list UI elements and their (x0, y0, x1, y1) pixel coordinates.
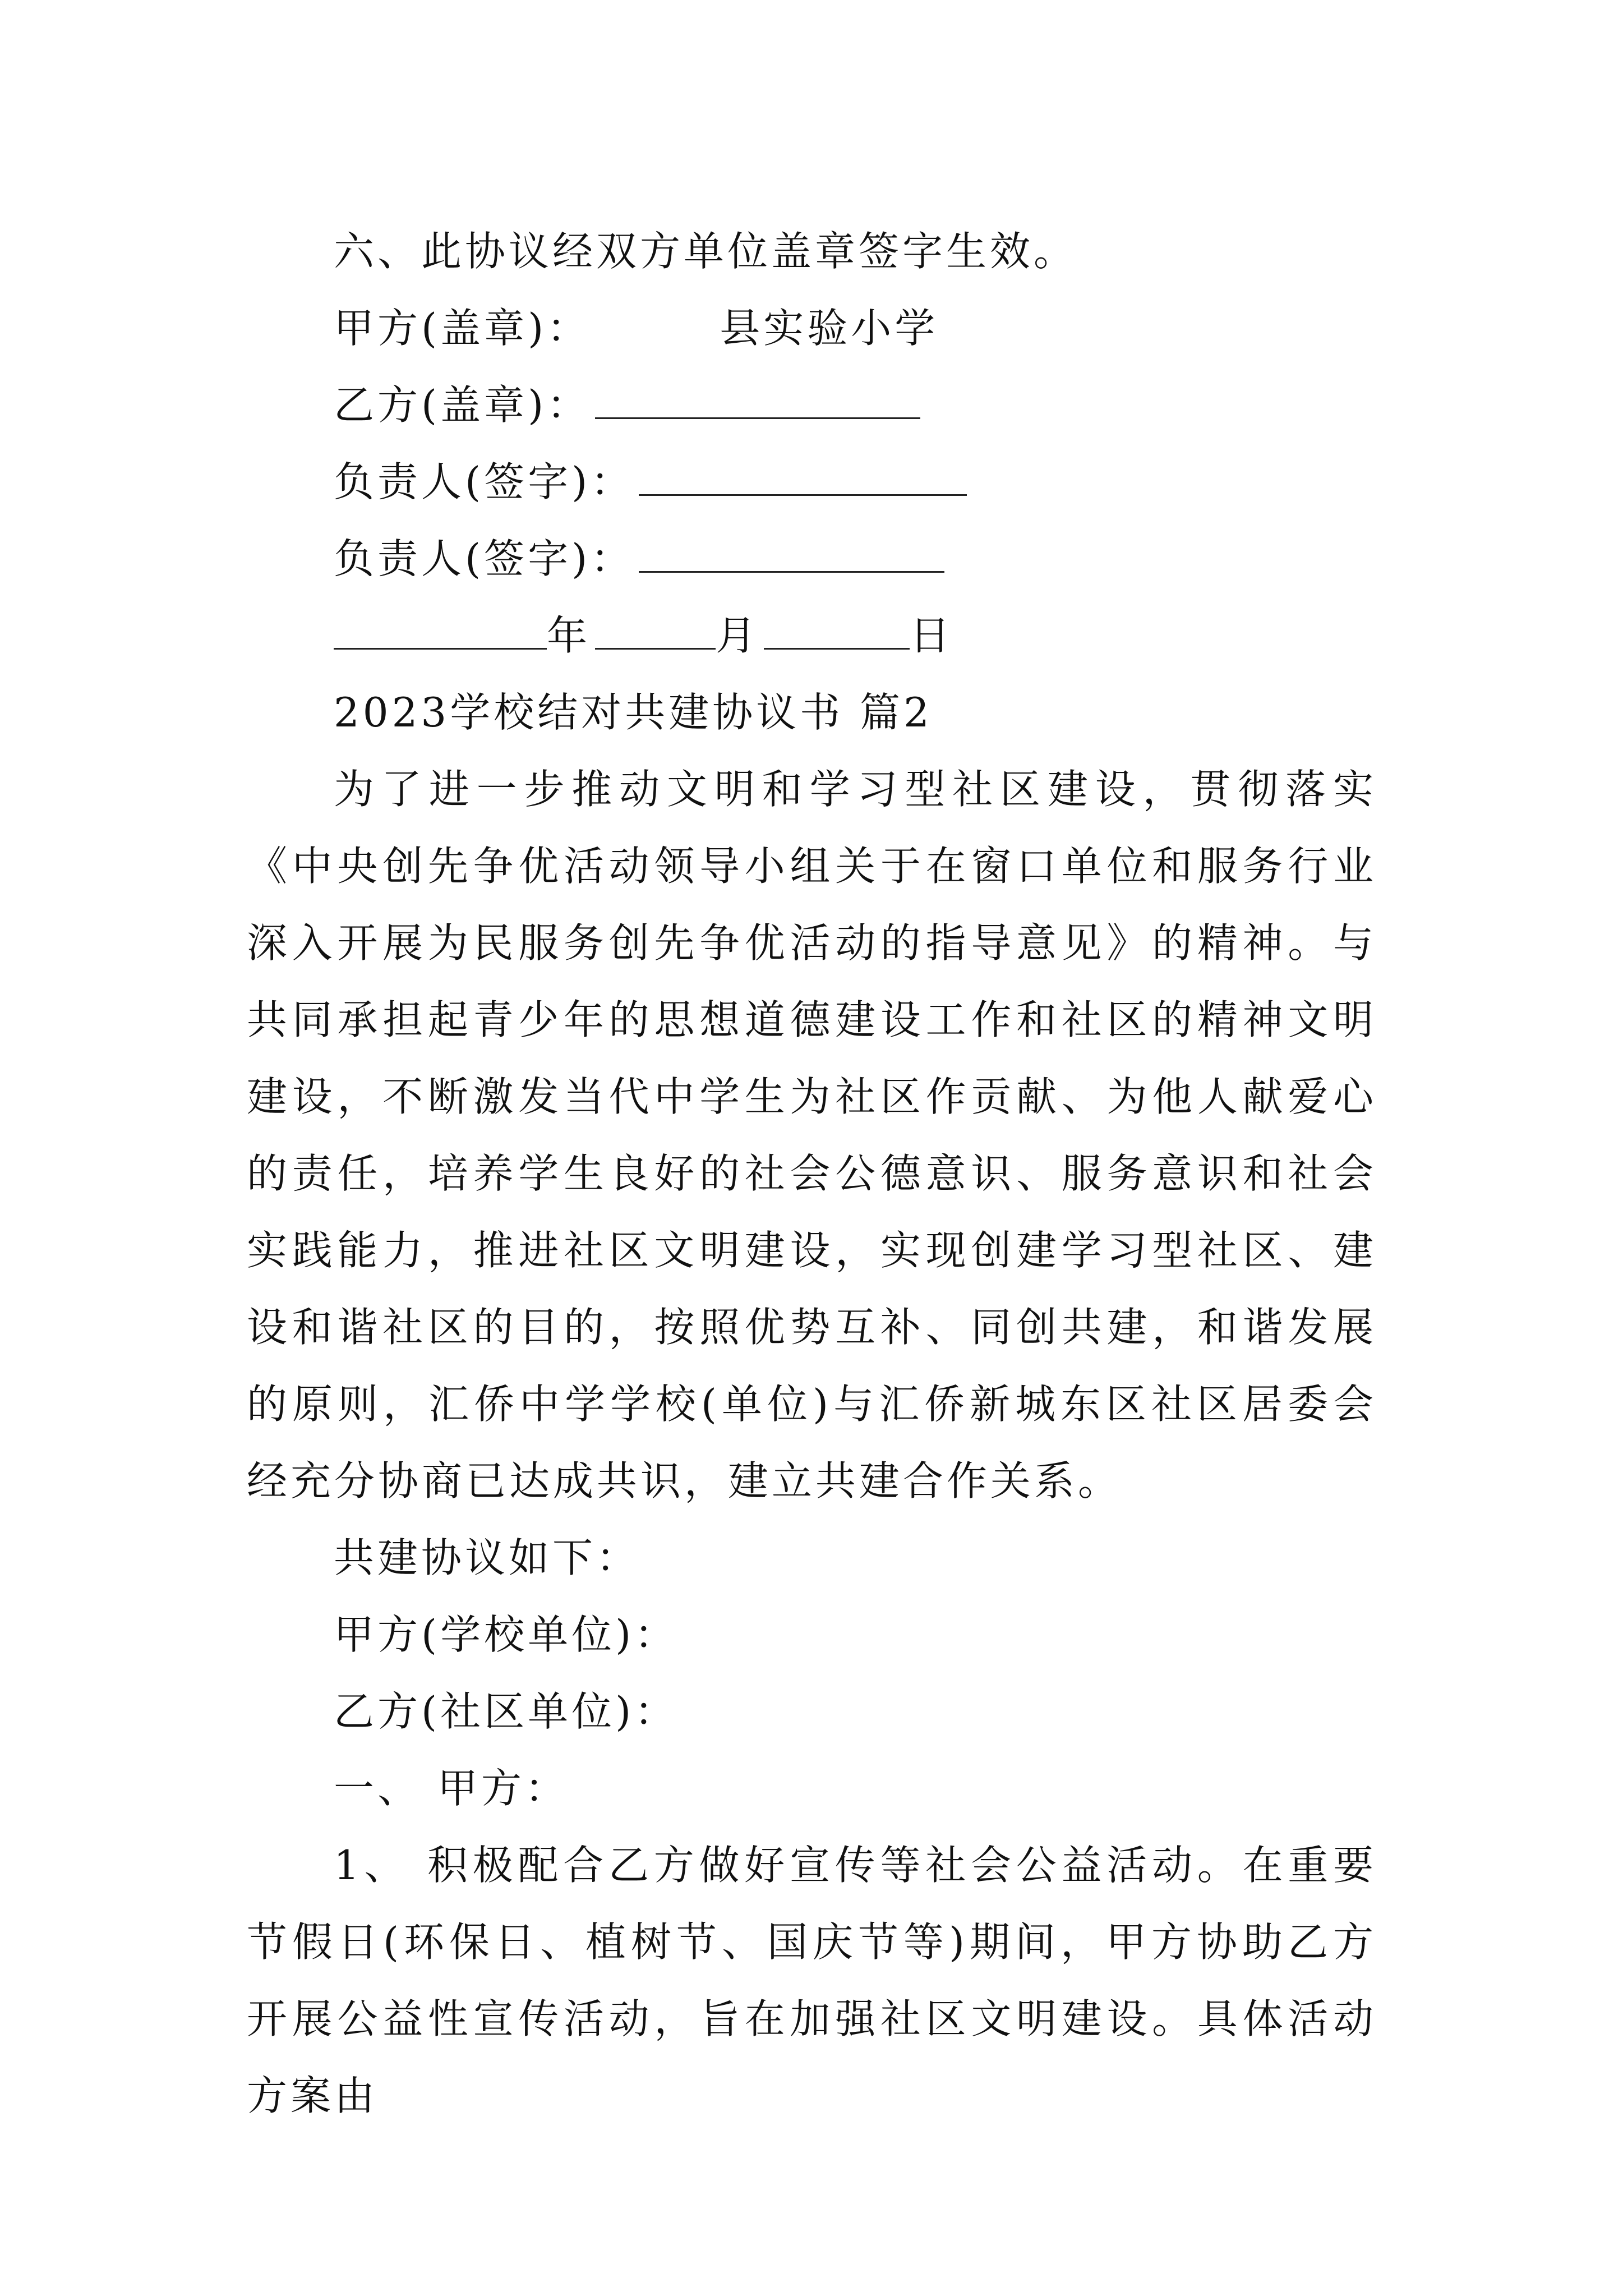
party-a-seal-label: 甲方(盖章)： (334, 305, 591, 352)
month-label: 月 (716, 612, 760, 659)
party-b-seal-blank (595, 376, 920, 419)
year-blank (334, 606, 547, 650)
intro-paragraph: 为了进一步推动文明和学习型社区建设，贯彻落实《中央创先争优活动领导小组关于在窗口单位和服务行业深入开展为民服务创先争优活动的指导意见》的精神。与共同承担起青少年的思想道德建设工作和社区的精神文明建设，不断激发当代中学生为社区作贡献、为他人献爱心的责任，培养学生良好的社会公德意识、服务意识和社会实践能力，推进社区文明建设，实现创建学习型社区、建设和谐社区的目的，按照优势互补、同创共建，和谐发展的原则，汇侨中学学校(单位)与汇侨新城东区社区居委会 经充分协商已达成共识，建立共建合作关系。 (247, 766, 1377, 1504)
party-b-seal-label: 乙方(盖章)： (334, 381, 591, 429)
signer-1-line (247, 444, 1377, 521)
signer-2-line (247, 521, 1377, 597)
signer-2-label: 负责人(签字)： (334, 535, 635, 582)
party-a-school-line: 甲方(学校单位)： (334, 1611, 679, 1658)
agreement-heading: 共建协议如下： (334, 1534, 640, 1581)
document-body (247, 213, 1377, 2134)
clause-one-item-1: 1、 积极配合乙方做好宣传等社会公益活动。在重要节假日(环保日、植树节、国庆节等)期间，甲方协助乙方开展公益性宣传活动，旨在加强社区文明建设。具体活动方案由 (247, 1842, 1377, 2119)
year-label: 年 (547, 612, 591, 659)
day-label: 日 (910, 612, 954, 659)
party-a-seal-line (247, 290, 1377, 367)
day-blank (764, 606, 910, 650)
clause-one-heading: 一、 甲方： (334, 1765, 569, 1812)
party-b-community-line: 乙方(社区单位)： (334, 1688, 679, 1735)
party-b-seal-line (247, 367, 1377, 444)
item-six-line: 六、此协议经双方单位盖章签字生效。 (334, 228, 1078, 275)
month-blank (595, 606, 716, 650)
signer-1-blank (639, 453, 967, 496)
date-line (247, 597, 1377, 674)
signer-2-blank (639, 530, 944, 573)
signer-1-label: 负责人(签字)： (334, 458, 635, 505)
section-title: 2023学校结对共建协议书 篇2 (334, 689, 933, 736)
party-a-seal-value: 县实验小学 (720, 305, 939, 352)
